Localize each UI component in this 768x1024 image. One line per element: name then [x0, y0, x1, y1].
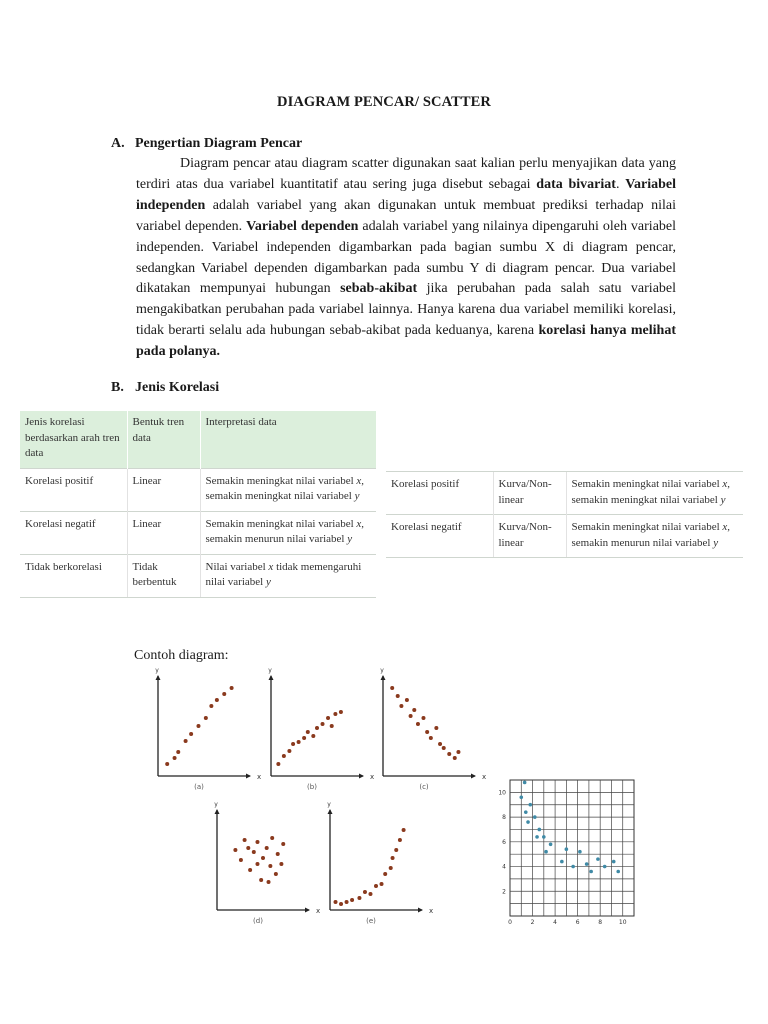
bold-term: Variabel dependen	[246, 218, 359, 234]
text-segment: .	[615, 176, 626, 192]
y-axis-label: y	[268, 667, 272, 674]
chart-data-point	[523, 781, 527, 785]
x-axis-arrow	[359, 774, 364, 779]
table-cell: Korelasi positif	[386, 472, 493, 515]
y-axis-label: y	[155, 667, 159, 674]
data-point	[363, 890, 367, 894]
data-point	[330, 724, 334, 728]
bold-term: korelasi hanya melihat pada polanya.	[136, 323, 676, 360]
table-row	[20, 468, 376, 511]
data-point	[399, 704, 403, 708]
data-point	[302, 736, 306, 740]
data-point	[339, 710, 343, 714]
data-point	[350, 898, 354, 902]
panel-caption: (e)	[366, 917, 376, 925]
table-cell-interpretation: Semakin meningkat nilai variabel x, semakin meningkat nilai variabel y	[200, 468, 376, 511]
section-a-heading	[111, 136, 302, 152]
variable-symbol: x	[356, 474, 362, 487]
data-point	[412, 708, 416, 712]
data-point	[297, 740, 301, 744]
data-point	[184, 739, 188, 743]
table-header: Bentuk tren data	[127, 411, 200, 468]
data-point	[274, 872, 278, 876]
x-axis-label: x	[482, 773, 487, 781]
y-axis-arrow	[215, 809, 220, 814]
x-axis-arrow	[305, 908, 310, 913]
data-point	[321, 722, 325, 726]
data-point	[281, 842, 285, 846]
data-point	[425, 730, 429, 734]
section-a-number: A.	[111, 136, 125, 151]
data-point	[434, 726, 438, 730]
x-axis-arrow	[471, 774, 476, 779]
y-axis-arrow	[156, 675, 161, 680]
data-point	[215, 698, 219, 702]
x-axis-label: x	[429, 907, 434, 915]
chart-data-point	[549, 842, 553, 846]
x-tick-label: 2	[530, 919, 535, 926]
x-tick-label: 4	[553, 919, 558, 926]
data-point	[189, 732, 193, 736]
x-tick-label: 10	[618, 919, 627, 926]
y-tick-label: 6	[502, 838, 506, 846]
page-title: DIAGRAM PENCAR/ SCATTER	[277, 94, 491, 110]
chart-data-point	[533, 815, 537, 819]
data-point	[315, 726, 319, 730]
data-point	[279, 862, 283, 866]
definition-paragraph	[136, 154, 676, 363]
y-tick-label: 8	[502, 814, 506, 822]
bold-term: data bivariat	[536, 176, 616, 192]
table-cell: Tidak berbentuk	[127, 554, 200, 597]
text-segment: Diagram pencar atau diagram scatter digunakan saat kalian perlu menyajikan data yang terdiri atas dua variabel kuantitatif atau sering juga disebut sebagai	[136, 156, 676, 192]
text-segment: adalah variabel yang akan digunakan untuk membuat prediksi terhadap nilai variabel dependen.	[136, 197, 676, 234]
scatter-examples-figure	[140, 660, 760, 950]
data-point	[402, 828, 406, 832]
y-tick-label: 10	[498, 789, 506, 797]
data-point	[357, 896, 361, 900]
table-cell-interpretation: Nilai variabel x tidak memengaruhi nilai variabel y	[200, 554, 376, 597]
data-point	[233, 848, 237, 852]
data-point	[380, 882, 384, 886]
data-point	[405, 698, 409, 702]
chart-data-point	[565, 847, 569, 851]
chart-data-point	[603, 865, 607, 869]
data-point	[339, 902, 343, 906]
data-point	[261, 856, 265, 860]
x-tick-label: 6	[575, 919, 580, 926]
data-point	[390, 686, 394, 690]
chart-data-point	[538, 828, 542, 832]
data-point	[429, 736, 433, 740]
text-segment: jika perubahan pada salah satu variabel mengakibatkan perubahan pada variabel lainnya. Hanya karena dua variabel memiliki korelasi, tidak berarti selalu ada hubungan sebab-akibat pada keduanya, karena	[136, 281, 677, 339]
table-cell: Korelasi negatif	[386, 515, 493, 558]
chart-data-point	[526, 820, 530, 824]
example-label: Contoh diagram:	[134, 648, 229, 663]
data-point	[416, 722, 420, 726]
chart-data-point	[585, 862, 589, 866]
variable-symbol: y	[354, 490, 360, 502]
data-point	[239, 858, 243, 862]
chart-data-point	[571, 865, 575, 869]
variable-symbol: x	[722, 478, 728, 490]
table-cell: Kurva/Non-linear	[493, 515, 566, 558]
data-point	[282, 754, 286, 758]
table-cell: Korelasi positif	[20, 468, 127, 511]
table-cell-interpretation: Semakin meningkat nilai variabel x, semakin menurun nilai variabel y	[566, 515, 743, 558]
table-header: Interpretasi data	[200, 411, 376, 468]
data-point	[270, 836, 274, 840]
y-axis-label: y	[214, 801, 218, 808]
table-cell: Linear	[127, 511, 200, 554]
x-axis-label: x	[316, 907, 321, 915]
table-row	[20, 554, 376, 597]
correlation-table-linear	[20, 411, 376, 598]
chart-data-point	[612, 860, 616, 864]
data-point	[394, 848, 398, 852]
table-row	[20, 511, 376, 554]
data-point	[398, 838, 402, 842]
data-point	[276, 762, 280, 766]
y-axis-arrow	[328, 809, 333, 814]
table-header-row	[20, 411, 376, 468]
table-cell-interpretation: Semakin meningkat nilai variabel x, semakin menurun nilai variabel y	[200, 511, 376, 554]
y-axis-arrow	[381, 675, 386, 680]
data-point	[409, 714, 413, 718]
data-point	[268, 864, 272, 868]
bold-term: sebab-akibat	[340, 281, 418, 297]
table-header: Jenis korelasi berdasarkan arah tren data	[20, 411, 127, 468]
data-point	[209, 704, 213, 708]
x-tick-label: 8	[598, 919, 603, 926]
chart-data-point	[544, 850, 548, 854]
data-point	[255, 840, 259, 844]
data-point	[276, 852, 280, 856]
data-point	[230, 686, 234, 690]
data-point	[438, 742, 442, 746]
chart-data-point	[560, 860, 564, 864]
section-b-title: Jenis Korelasi	[135, 380, 220, 395]
x-axis-label: x	[370, 773, 375, 781]
table-row	[386, 515, 743, 558]
table-cell: Tidak berkorelasi	[20, 554, 127, 597]
correlation-table-nonlinear	[386, 471, 743, 558]
data-point	[267, 880, 271, 884]
y-tick-label: 4	[502, 863, 506, 871]
data-point	[389, 866, 393, 870]
chart-data-point	[596, 857, 600, 861]
x-tick-label: 0	[508, 919, 512, 926]
data-point	[265, 846, 269, 850]
data-point	[287, 749, 291, 753]
data-point	[334, 900, 338, 904]
chart-data-point	[524, 810, 528, 814]
section-b-heading	[111, 380, 219, 396]
variable-symbol: y	[265, 576, 271, 588]
data-point	[447, 752, 451, 756]
table-cell-interpretation: Semakin meningkat nilai variabel x, semakin meningkat nilai variabel y	[566, 472, 743, 515]
y-axis-label: y	[327, 801, 331, 808]
data-point	[311, 734, 315, 738]
data-point	[391, 856, 395, 860]
table-cell: Kurva/Non-linear	[493, 472, 566, 515]
section-a-title: Pengertian Diagram Pencar	[135, 136, 303, 151]
variable-symbol: y	[347, 533, 353, 545]
bold-term: Variabel independen	[136, 176, 677, 213]
y-tick-label: 2	[502, 888, 506, 896]
data-point	[383, 872, 387, 876]
data-point	[222, 692, 226, 696]
data-point	[421, 716, 425, 720]
text-segment: adalah variabel yang nilainya dipengaruhi oleh variabel independen. Variabel independen digambarkan pada bagian sumbu X di diagram pencar, sedangkan Variabel dependen digambarkan pada sumbu Y di diagram pencar. Dua variabel dikatakan mempunyai hubungan	[136, 218, 677, 297]
data-point	[396, 694, 400, 698]
variable-symbol: y	[720, 493, 726, 506]
chart-plot-area	[510, 780, 634, 916]
x-axis-label: x	[257, 773, 262, 781]
data-point	[456, 750, 460, 754]
data-point	[165, 762, 169, 766]
section-b-number: B.	[111, 380, 124, 395]
panel-caption: (d)	[253, 917, 263, 925]
y-axis-arrow	[269, 675, 274, 680]
panel-caption: (c)	[419, 783, 429, 791]
chart-data-point	[589, 870, 593, 874]
data-point	[345, 900, 349, 904]
x-axis-arrow	[418, 908, 423, 913]
data-point	[306, 730, 310, 734]
chart-data-point	[578, 850, 582, 854]
data-point	[204, 716, 208, 720]
table-row	[386, 472, 743, 515]
data-point	[176, 750, 180, 754]
data-point	[374, 884, 378, 888]
data-point	[453, 756, 457, 760]
x-axis-arrow	[246, 774, 251, 779]
data-point	[252, 850, 256, 854]
chart-data-point	[528, 803, 532, 807]
table-cell: Korelasi negatif	[20, 511, 127, 554]
chart-data-point	[616, 870, 620, 874]
data-point	[173, 756, 177, 760]
data-point	[442, 746, 446, 750]
variable-symbol: x	[268, 560, 274, 573]
data-point	[326, 716, 330, 720]
chart-data-point	[542, 835, 546, 839]
y-axis-label: y	[380, 667, 384, 674]
data-point	[368, 892, 372, 896]
table-cell: Linear	[127, 468, 200, 511]
chart-data-point	[519, 796, 523, 800]
data-point	[248, 868, 252, 872]
data-point	[259, 878, 263, 882]
data-point	[333, 712, 337, 716]
panel-caption: (a)	[194, 783, 204, 791]
variable-symbol: y	[713, 536, 719, 549]
data-point	[243, 838, 247, 842]
data-point	[255, 862, 259, 866]
data-point	[246, 846, 250, 850]
variable-symbol: x	[356, 517, 362, 530]
data-point	[196, 724, 200, 728]
chart-data-point	[535, 835, 539, 839]
variable-symbol: x	[722, 521, 728, 533]
data-point	[291, 742, 295, 746]
panel-caption: (b)	[307, 783, 317, 791]
